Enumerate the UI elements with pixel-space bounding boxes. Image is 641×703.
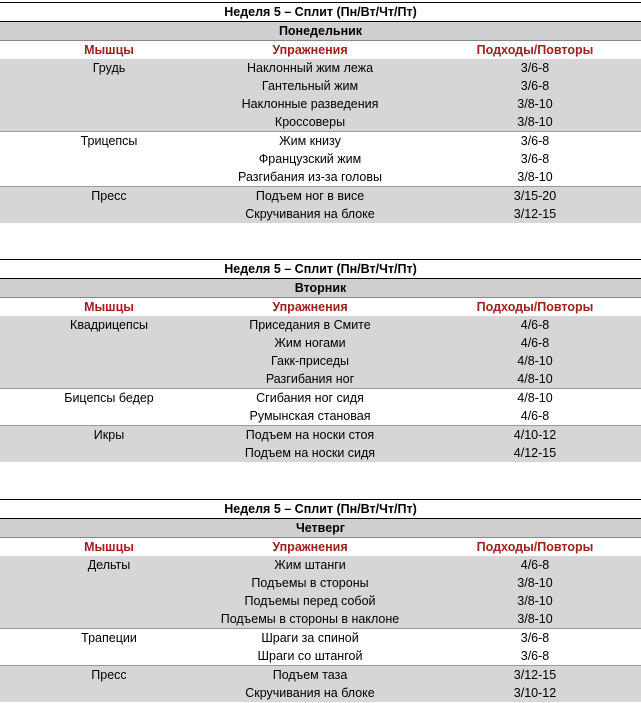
header-exercises: Упражнения bbox=[272, 540, 348, 554]
header-exercises: Упражнения bbox=[272, 300, 348, 314]
week-title: Неделя 5 – Сплит (Пн/Вт/Чт/Пт) bbox=[0, 499, 641, 519]
exercise-name: Французский жим bbox=[258, 152, 362, 166]
sets-reps: 3/6-8 bbox=[520, 631, 550, 645]
sets-reps: 4/8-10 bbox=[517, 354, 553, 368]
day-title: Понедельник bbox=[0, 22, 641, 41]
table-row bbox=[0, 610, 641, 628]
muscle-label: Икры bbox=[93, 428, 125, 442]
muscle-group bbox=[0, 556, 641, 628]
table-row bbox=[0, 684, 641, 702]
sets-reps: 3/8-10 bbox=[517, 576, 553, 590]
exercise-name: Скручивания на блоке bbox=[245, 207, 375, 221]
muscle-label: Пресс bbox=[91, 668, 127, 682]
exercise-name: Подъемы в стороны в наклоне bbox=[220, 612, 400, 626]
table-row bbox=[0, 370, 641, 388]
header-sets: Подходы/Повторы bbox=[476, 300, 594, 314]
sets-reps: 4/6-8 bbox=[520, 558, 550, 572]
exercise-name: Жим ногами bbox=[274, 336, 346, 350]
sets-reps: 3/8-10 bbox=[517, 170, 553, 184]
muscle-group bbox=[0, 425, 641, 462]
sets-reps: 4/6-8 bbox=[520, 318, 550, 332]
muscle-label: Грудь bbox=[92, 61, 126, 75]
exercise-name: Наклонный жим лежа bbox=[246, 61, 374, 75]
week-block-monday bbox=[0, 2, 641, 223]
table-row bbox=[0, 592, 641, 610]
sets-reps: 3/15-20 bbox=[513, 189, 557, 203]
table-row bbox=[0, 316, 641, 334]
table-row bbox=[0, 205, 641, 223]
table-row bbox=[0, 95, 641, 113]
exercise-name: Гантельный жим bbox=[261, 79, 359, 93]
sets-reps: 3/6-8 bbox=[520, 134, 550, 148]
muscle-group bbox=[0, 316, 641, 388]
exercise-name: Скручивания на блоке bbox=[245, 686, 375, 700]
exercise-name: Гакк-приседы bbox=[270, 354, 350, 368]
exercise-name: Жим штанги bbox=[274, 558, 346, 572]
exercise-name: Подъем на носки сидя bbox=[244, 446, 376, 460]
sets-reps: 3/8-10 bbox=[517, 594, 553, 608]
sets-reps: 3/12-15 bbox=[513, 207, 557, 221]
header-exercises: Упражнения bbox=[272, 43, 348, 57]
muscle-label: Пресс bbox=[91, 189, 127, 203]
exercise-name: Подъемы в стороны bbox=[251, 576, 369, 590]
sets-reps: 4/6-8 bbox=[520, 409, 550, 423]
column-header-row bbox=[0, 41, 641, 59]
exercise-name: Подъем ног в висе bbox=[255, 189, 365, 203]
sets-reps: 4/6-8 bbox=[520, 336, 550, 350]
sets-reps: 4/12-15 bbox=[513, 446, 557, 460]
sets-reps: 3/8-10 bbox=[517, 97, 553, 111]
exercise-name: Румынская становая bbox=[249, 409, 371, 423]
exercise-name: Подъемы перед собой bbox=[244, 594, 376, 608]
week-block-tuesday bbox=[0, 259, 641, 462]
exercise-name: Разгибания ног bbox=[265, 372, 355, 386]
header-muscles: Мышцы bbox=[84, 43, 134, 57]
sets-reps: 3/8-10 bbox=[517, 612, 553, 626]
sets-reps: 3/6-8 bbox=[520, 152, 550, 166]
week-title: Неделя 5 – Сплит (Пн/Вт/Чт/Пт) bbox=[0, 2, 641, 22]
sets-reps: 3/12-15 bbox=[513, 668, 557, 682]
sets-reps: 3/8-10 bbox=[517, 115, 553, 129]
exercise-name: Кроссоверы bbox=[274, 115, 346, 129]
day-title: Четверг bbox=[0, 519, 641, 538]
sets-reps: 4/8-10 bbox=[517, 391, 553, 405]
muscle-group bbox=[0, 186, 641, 223]
exercise-name: Наклонные разведения bbox=[241, 97, 379, 111]
table-row bbox=[0, 113, 641, 131]
exercise-name: Шраги за спиной bbox=[261, 631, 359, 645]
muscle-group bbox=[0, 628, 641, 665]
header-sets: Подходы/Повторы bbox=[476, 43, 594, 57]
sets-reps: 3/6-8 bbox=[520, 649, 550, 663]
table-row bbox=[0, 132, 641, 150]
table-row bbox=[0, 629, 641, 647]
table-row bbox=[0, 187, 641, 205]
sets-reps: 3/6-8 bbox=[520, 79, 550, 93]
header-muscles: Мышцы bbox=[84, 540, 134, 554]
table-row bbox=[0, 426, 641, 444]
table-row bbox=[0, 77, 641, 95]
table-row bbox=[0, 574, 641, 592]
muscle-label: Дельты bbox=[87, 558, 131, 572]
sets-reps: 3/10-12 bbox=[513, 686, 557, 700]
header-sets: Подходы/Повторы bbox=[476, 540, 594, 554]
column-header-row bbox=[0, 538, 641, 556]
column-header-row bbox=[0, 298, 641, 316]
sets-reps: 3/6-8 bbox=[520, 61, 550, 75]
week-block-thursday bbox=[0, 499, 641, 702]
muscle-group bbox=[0, 59, 641, 131]
table-row bbox=[0, 389, 641, 407]
sets-reps: 4/8-10 bbox=[517, 372, 553, 386]
week-title: Неделя 5 – Сплит (Пн/Вт/Чт/Пт) bbox=[0, 259, 641, 279]
exercise-name: Шраги со штангой bbox=[257, 649, 363, 663]
table-row bbox=[0, 666, 641, 684]
table-row bbox=[0, 59, 641, 77]
exercise-name: Подъем на носки стоя bbox=[245, 428, 375, 442]
table-row bbox=[0, 444, 641, 462]
day-title: Вторник bbox=[0, 279, 641, 298]
muscle-label: Квадрицепсы bbox=[70, 318, 148, 332]
table-row bbox=[0, 334, 641, 352]
exercise-name: Жим книзу bbox=[279, 134, 341, 148]
table-row bbox=[0, 556, 641, 574]
exercise-name: Сгибания ног сидя bbox=[256, 391, 364, 405]
muscle-group bbox=[0, 388, 641, 425]
muscle-group bbox=[0, 665, 641, 702]
exercise-name: Разгибания из-за головы bbox=[238, 170, 382, 184]
muscle-group bbox=[0, 131, 641, 186]
table-row bbox=[0, 352, 641, 370]
muscle-label: Трапеции bbox=[81, 631, 137, 645]
table-row bbox=[0, 407, 641, 425]
muscle-label: Бицепсы бедер bbox=[64, 391, 154, 405]
table-row bbox=[0, 168, 641, 186]
header-muscles: Мышцы bbox=[84, 300, 134, 314]
table-row bbox=[0, 150, 641, 168]
table-row bbox=[0, 647, 641, 665]
exercise-name: Приседания в Смите bbox=[249, 318, 371, 332]
exercise-name: Подъем таза bbox=[272, 668, 348, 682]
sets-reps: 4/10-12 bbox=[513, 428, 557, 442]
muscle-label: Трицепсы bbox=[80, 134, 138, 148]
